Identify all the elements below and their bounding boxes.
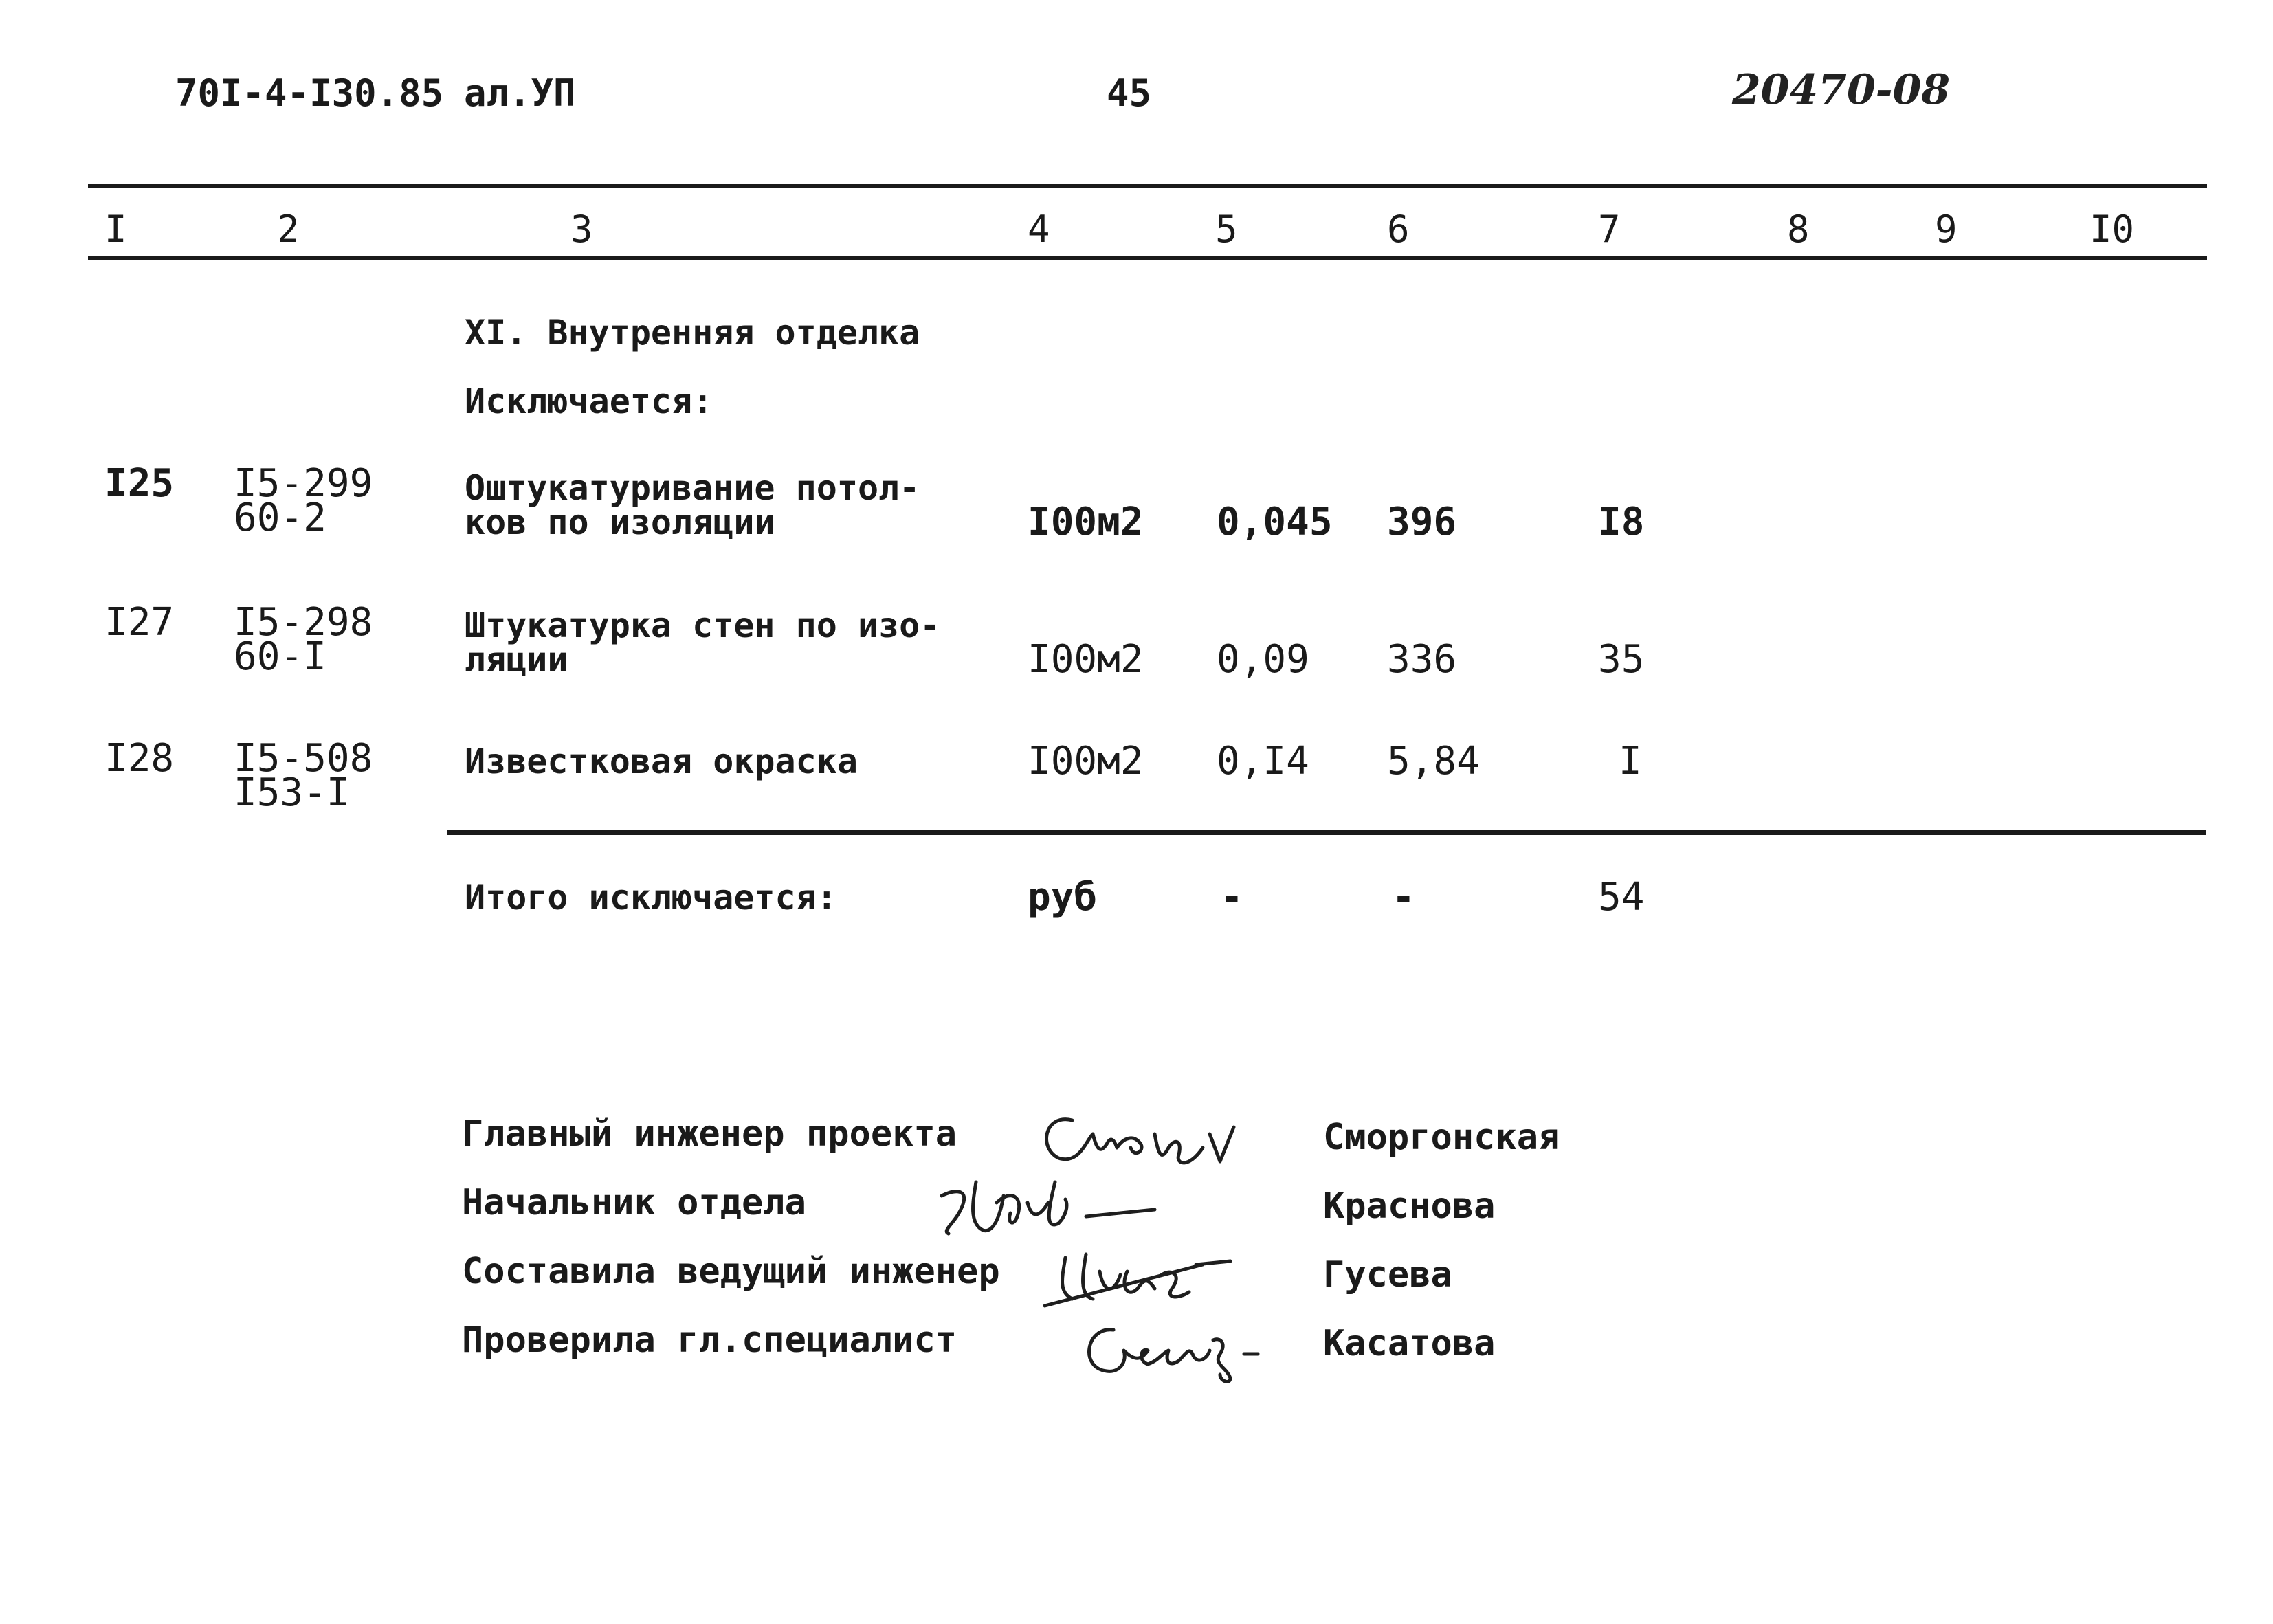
row-quantity: 0,045 bbox=[1217, 500, 1333, 544]
row-code: I5-298 bbox=[234, 600, 373, 645]
signatory-name: Гусева bbox=[1323, 1254, 1452, 1295]
column-header: 7 bbox=[1598, 208, 1621, 251]
row-total: I8 bbox=[1598, 500, 1645, 544]
summary-quantity: - bbox=[1220, 875, 1243, 920]
handwritten-signature bbox=[928, 1168, 1203, 1244]
column-header: 2 bbox=[277, 208, 300, 251]
row-code: I5-299 bbox=[234, 461, 373, 506]
column-header: 3 bbox=[570, 208, 593, 251]
row-description: Штукатурка стен по изо- bbox=[465, 605, 941, 645]
row-unit: I00м2 bbox=[1028, 637, 1144, 682]
row-price: 5,84 bbox=[1387, 739, 1480, 783]
row-price: 396 bbox=[1387, 500, 1457, 544]
row-code-sub: 60-I bbox=[234, 634, 326, 679]
summary-total: 54 bbox=[1598, 875, 1645, 920]
summary-rule bbox=[447, 830, 2206, 835]
signatory-name: Сморгонская bbox=[1323, 1117, 1560, 1158]
signature-role: Начальник отдела bbox=[462, 1182, 806, 1223]
column-header: I bbox=[104, 208, 127, 251]
row-code-sub: 60-2 bbox=[234, 496, 326, 540]
document-code: 70I-4-I30.85 bbox=[175, 71, 444, 115]
signature-role: Составила ведущий инженер bbox=[462, 1251, 1000, 1292]
column-header: 9 bbox=[1935, 208, 1958, 251]
row-unit: I00м2 bbox=[1028, 500, 1144, 544]
row-number: I27 bbox=[104, 600, 175, 645]
row-quantity: 0,09 bbox=[1217, 637, 1309, 682]
row-number: I25 bbox=[104, 461, 175, 506]
table-top-rule bbox=[88, 184, 2207, 188]
section-title: XI. Внутренняя отделка bbox=[465, 313, 920, 353]
row-total: I bbox=[1619, 739, 1642, 783]
row-number: I28 bbox=[104, 736, 175, 781]
row-description-cont: ков по изоляции bbox=[465, 502, 775, 542]
row-description: Оштукатуривание потол- bbox=[465, 468, 920, 508]
row-price: 336 bbox=[1387, 637, 1457, 682]
row-description: Известковая окраска bbox=[465, 742, 858, 781]
column-header: I0 bbox=[2089, 208, 2135, 251]
row-total: 35 bbox=[1598, 637, 1645, 682]
summary-label: Итого исключается: bbox=[465, 878, 837, 917]
signature-role: Проверила гл.специалист bbox=[462, 1320, 957, 1361]
section-subtitle: Исключается: bbox=[465, 381, 713, 421]
stamp-number: 20470-08 bbox=[1732, 66, 1951, 114]
signatory-name: Касатова bbox=[1323, 1323, 1496, 1364]
row-code: I5-508 bbox=[234, 736, 373, 781]
handwritten-signature bbox=[1024, 1237, 1272, 1320]
row-quantity: 0,I4 bbox=[1217, 739, 1309, 783]
column-header: 4 bbox=[1028, 208, 1050, 251]
row-unit: I00м2 bbox=[1028, 739, 1144, 783]
summary-unit: руб bbox=[1028, 875, 1098, 920]
handwritten-signature bbox=[1072, 1313, 1278, 1388]
table-header-rule bbox=[88, 256, 2207, 260]
page-number: 45 bbox=[1107, 71, 1152, 115]
row-description-cont: ляции bbox=[465, 640, 568, 680]
column-header: 5 bbox=[1215, 208, 1238, 251]
row-code-sub: I53-I bbox=[234, 770, 350, 815]
signatory-name: Краснова bbox=[1323, 1186, 1496, 1227]
signature-role: Главный инженер проекта bbox=[462, 1113, 957, 1155]
column-header: 6 bbox=[1387, 208, 1410, 251]
column-header: 8 bbox=[1787, 208, 1810, 251]
summary-price: - bbox=[1392, 875, 1415, 920]
album-label: ал.УП bbox=[464, 71, 576, 115]
